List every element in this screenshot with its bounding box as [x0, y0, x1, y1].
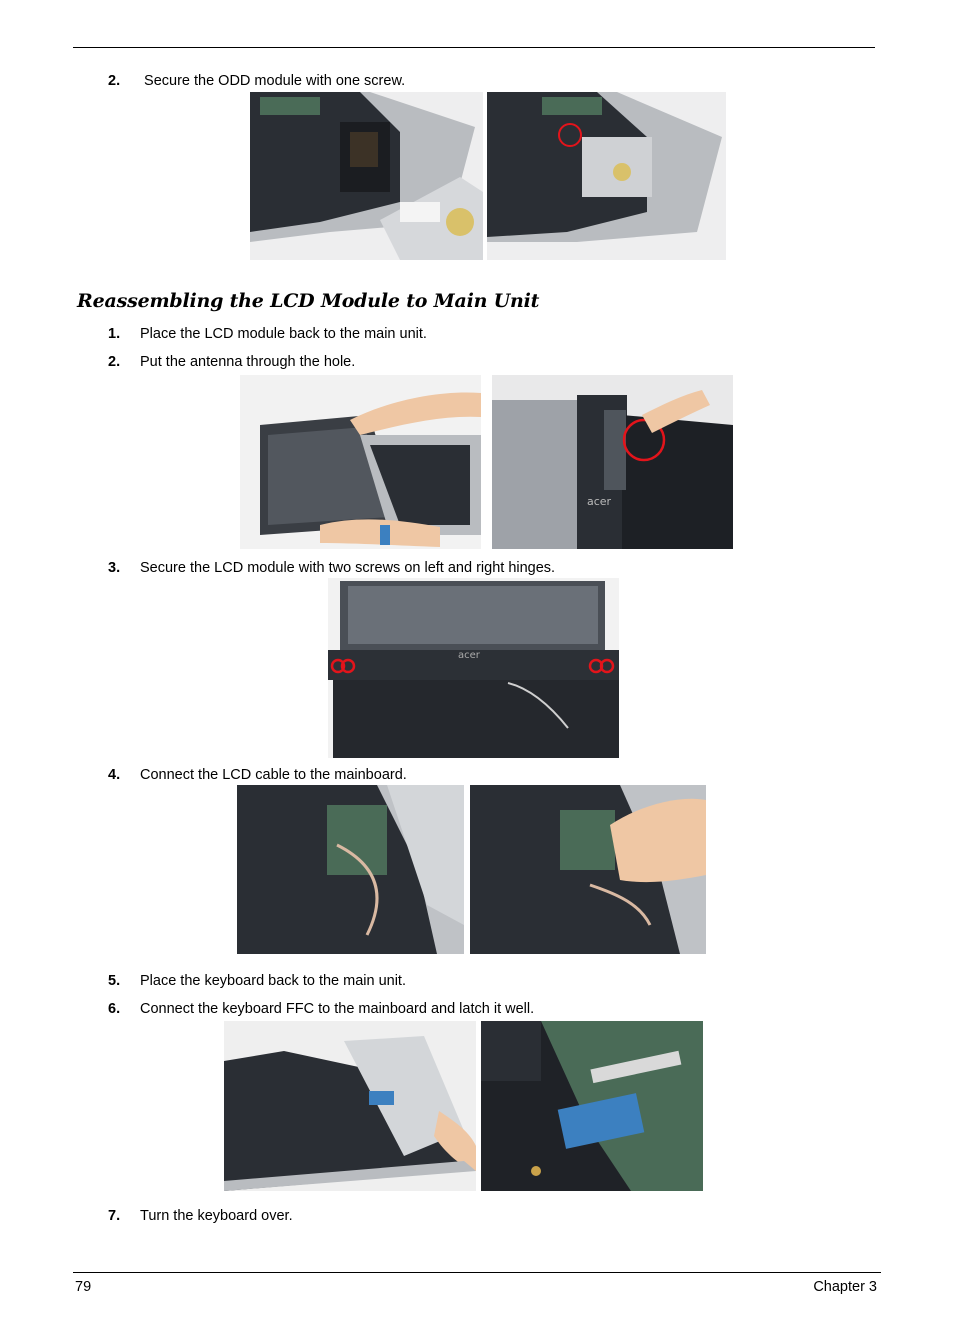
step-text: Turn the keyboard over.	[140, 1208, 293, 1224]
step-text: Connect the keyboard FFC to the mainboard and latch it well.	[140, 1001, 535, 1017]
step-number: 1.	[108, 326, 121, 342]
acer-logo-text: acer	[587, 495, 612, 508]
step-number: 5.	[108, 973, 121, 989]
chapter-label: Chapter 3	[813, 1279, 877, 1295]
step-7	[108, 1207, 293, 1225]
step-number: 3.	[108, 560, 121, 576]
photo-odd-screw	[487, 92, 726, 260]
photo-keyboard-ffc	[481, 1021, 703, 1191]
photo-odd-insert	[250, 92, 483, 260]
step-odd-secure	[108, 72, 405, 90]
photo-hinge-screws	[328, 578, 619, 758]
step-text: Secure the LCD module with two screws on left and right hinges.	[140, 560, 556, 576]
acer-logo-text: acer	[458, 650, 480, 661]
photo-keyboard-place	[224, 1021, 476, 1191]
page-number: 79	[75, 1279, 92, 1295]
step-3	[108, 559, 555, 577]
step-text: Place the keyboard back to the main unit.	[140, 973, 406, 989]
step-6	[108, 1000, 534, 1018]
step-4	[108, 766, 407, 784]
step-text: Put the antenna through the hole.	[140, 354, 356, 370]
header-rule	[73, 47, 875, 48]
step-number: 6.	[108, 1001, 121, 1017]
step-number: 7.	[108, 1208, 121, 1224]
step-number: 2.	[108, 354, 121, 370]
footer-rule	[73, 1272, 881, 1273]
photo-antenna-hole	[492, 375, 733, 549]
photo-lcd-cable-a	[237, 785, 464, 954]
step-1	[108, 325, 427, 343]
step-text: Secure the ODD module with one screw.	[140, 73, 406, 89]
step-5	[108, 972, 406, 990]
step-number: 4.	[108, 767, 121, 783]
step-2	[108, 353, 355, 371]
step-number: 2.	[108, 73, 121, 89]
section-heading: Reassembling the LCD Module to Main Unit	[77, 290, 540, 312]
photo-lcd-cable-b	[470, 785, 706, 954]
step-text: Connect the LCD cable to the mainboard.	[140, 767, 407, 783]
photo-lcd-place	[240, 375, 481, 549]
step-text: Place the LCD module back to the main unit.	[140, 326, 427, 342]
